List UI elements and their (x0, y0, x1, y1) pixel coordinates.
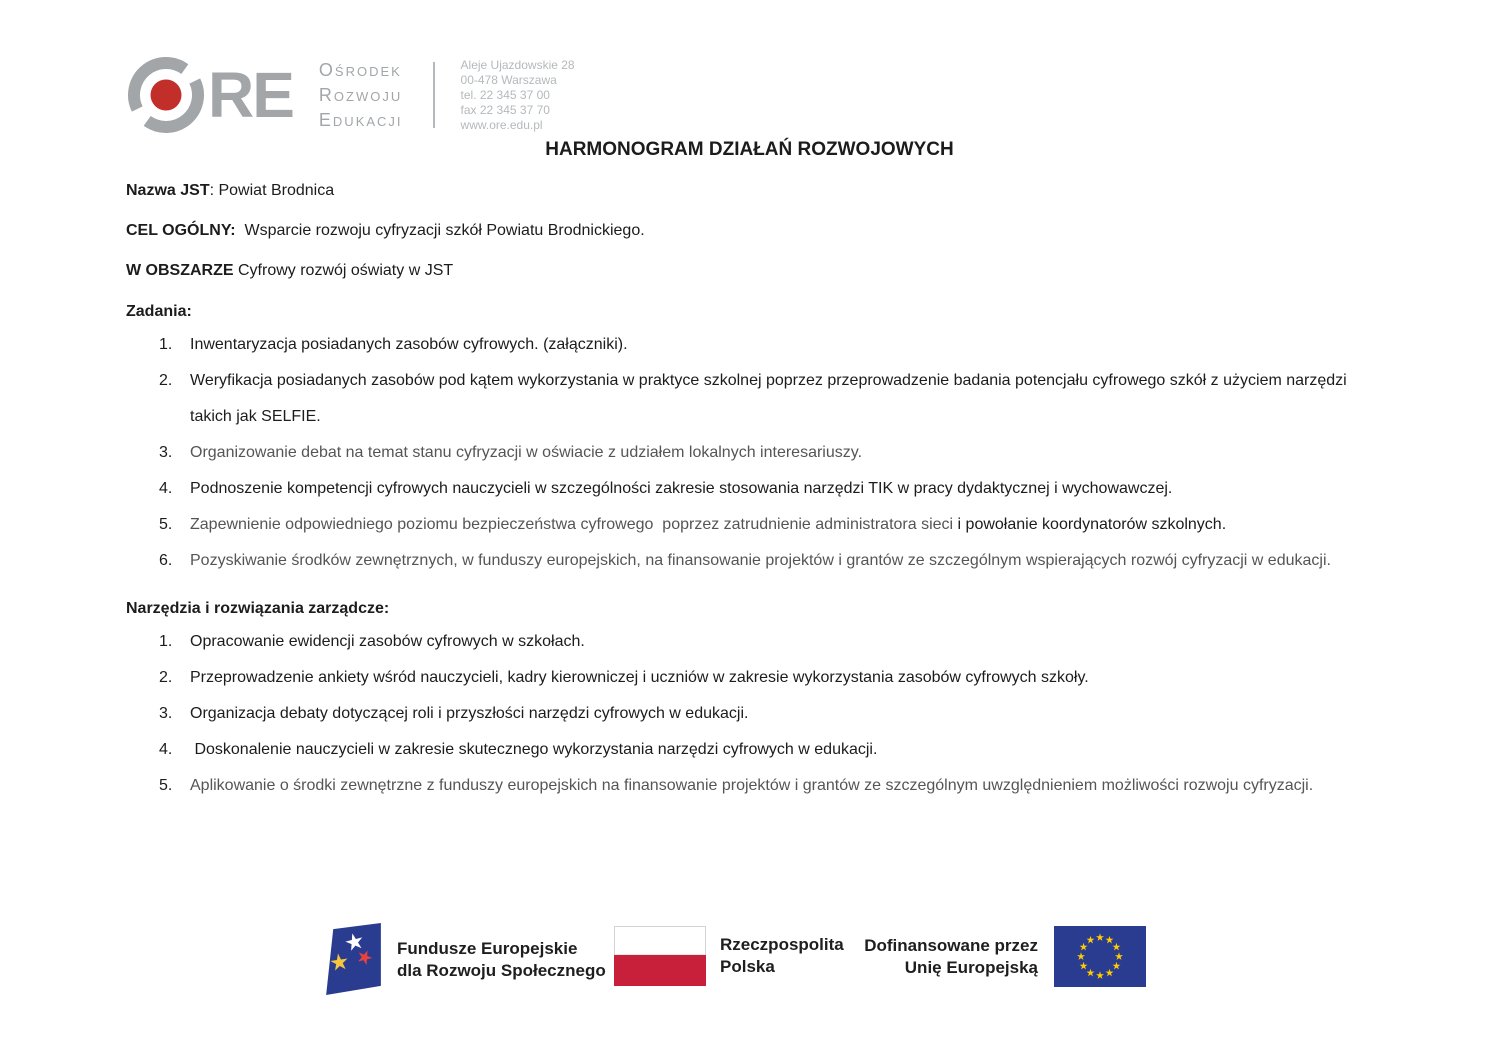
text-line: Rozwoju (318, 84, 403, 105)
eu-cofunded-label (862, 935, 1038, 979)
field-value: Wsparcie rozwoju cyfryzacji szkół Powiatu Brodnickiego. (235, 222, 645, 239)
eu-funds-logo-group (325, 922, 606, 997)
text-line: Edukacji (318, 109, 403, 130)
letterhead-divider (433, 62, 435, 128)
field-nazwa-jst (126, 162, 1373, 202)
text-run: Aplikowanie o środki zewnętrzne z funduszy europejskich na finansowanie projektów i grantów ze szczególnym uwzględnieniem możliwości rozwoju cyfryzacji. (190, 777, 1314, 794)
poland-logo-group (614, 926, 844, 986)
list-item-text (190, 777, 1313, 794)
list-item (126, 471, 1373, 507)
list-item (126, 543, 1373, 579)
list-item-number: 6. (159, 552, 173, 569)
text-run: Weryfikacja posiadanych zasobów pod kątem wykorzystania w praktyce szkolnej poprzez przeprowadzenie badania potencjału cyfrowego szkół z użyciem narzędzi takich jak SELFIE. (190, 372, 1352, 425)
text-run: i powołanie koordynatorów szkolnych. (957, 516, 1227, 533)
text-run: Opracowanie ewidencji zasobów cyfrowych w szkołach. (190, 633, 585, 650)
text-run: Pozyskiwanie środków zewnętrznych, w funduszy europejskich, na finansowanie projektów i grantów ze szczególnym wspierających rozwój cyfryzacji w edukacji. (190, 552, 1331, 569)
list-item (126, 435, 1373, 471)
list-item-text (190, 705, 748, 722)
text-line: tel. 22 345 37 00 (460, 87, 550, 102)
eu-funds-flag-icon (325, 922, 382, 997)
eu-cofunded-logo-group (862, 926, 1146, 987)
letterhead-address (461, 58, 575, 133)
list-item-text (190, 552, 1331, 569)
list-item-number: 4. (159, 741, 173, 758)
org-name (319, 58, 403, 133)
list-item-number: 2. (159, 372, 173, 389)
list-item-text (190, 480, 1172, 497)
text-line: Dofinansowane przez (864, 935, 1038, 955)
field-w-obszarze (126, 242, 1373, 282)
text-run: Podnoszenie kompetencji cyfrowych nauczycieli w szczególności zakresie stosowania narzędzi TIK w pracy dydaktycznej i wychowawczej. (190, 480, 1173, 497)
text-line: Rzeczpospolita (720, 935, 844, 954)
field-label: CEL OGÓLNY: (126, 222, 236, 239)
ore-logo-letters: RE (208, 59, 293, 131)
list-item (126, 732, 1373, 768)
text-line: Polska (720, 957, 775, 976)
list-item-text (190, 516, 1226, 533)
text-line: Unię Europejską (904, 957, 1038, 977)
text-line: 00-478 Warszawa (460, 72, 557, 87)
field-label: Nazwa JST (126, 182, 210, 199)
document-content (0, 138, 1497, 804)
narzedzia-list (126, 624, 1373, 804)
text-line: Aleje Ujazdowskie 28 (460, 57, 575, 72)
list-item-number: 1. (159, 336, 173, 353)
text-run: Organizacja debaty dotyczącej roli i przyszłości narzędzi cyfrowych w edukacji. (190, 705, 749, 722)
text-line: dla Rozwoju Społecznego (397, 960, 606, 980)
list-item-number: 5. (159, 516, 173, 533)
list-item-text (190, 444, 862, 461)
list-item (126, 624, 1373, 660)
letterhead (0, 0, 1497, 138)
section-heading-narzedzia: Narzędzia i rozwiązania zarządcze: (126, 600, 390, 617)
list-item-text (190, 669, 1089, 686)
list-item (126, 507, 1373, 543)
text-run: Przeprowadzenie ankiety wśród nauczycieli, kadry kierowniczej i uczniów w zakresie wykorzystania zasobów cyfrowych szkoły. (190, 669, 1089, 686)
list-item-text (190, 741, 877, 758)
field-value: Cyfrowy rozwój oświaty w JST (233, 262, 454, 279)
zadania-list (126, 327, 1373, 579)
text-run: Organizowanie debat na temat stanu cyfryzacji w oświacie z udziałem lokalnych interesariuszy. (190, 444, 863, 461)
field-cel-ogolny (126, 202, 1373, 242)
text-run: Zapewnienie odpowiedniego poziomu bezpieczeństwa cyfrowego poprzez zatrudnienie administratora sieci (190, 516, 958, 533)
page-title: HARMONOGRAM DZIAŁAŃ ROZWOJOWYCH (545, 139, 954, 160)
list-item-number: 3. (159, 705, 173, 722)
list-item-number: 2. (159, 669, 173, 686)
funding-footer (0, 918, 1497, 1008)
list-item-number: 3. (159, 444, 173, 461)
text-run: Inwentaryzacja posiadanych zasobów cyfrowych. (załączniki). (190, 336, 628, 353)
text-run: Doskonalenie nauczycieli w zakresie skutecznego wykorzystania narzędzi cyfrowych w edukacji. (190, 741, 878, 758)
text-line: Ośrodek (318, 59, 402, 80)
eu-funds-label (397, 938, 606, 982)
poland-label (720, 934, 844, 978)
list-item-number: 4. (159, 480, 173, 497)
list-item (126, 327, 1373, 363)
eu-flag-icon (1054, 926, 1146, 987)
list-item (126, 660, 1373, 696)
field-label: W OBSZARZE (126, 262, 234, 279)
text-line: Fundusze Europejskie (397, 938, 578, 958)
ore-logo-icon (126, 55, 206, 135)
list-item-text (190, 372, 1351, 425)
list-item-number: 1. (159, 633, 173, 650)
list-item-text (190, 336, 628, 353)
list-item-text (190, 633, 585, 650)
list-item (126, 363, 1373, 435)
text-line: www.ore.edu.pl (460, 117, 543, 132)
poland-flag-icon (614, 926, 706, 986)
list-item (126, 768, 1373, 804)
text-line: fax 22 345 37 70 (460, 102, 550, 117)
list-item-number: 5. (159, 777, 173, 794)
section-heading-zadania: Zadania: (126, 303, 192, 320)
list-item (126, 696, 1373, 732)
field-value: : Powiat Brodnica (209, 182, 335, 199)
